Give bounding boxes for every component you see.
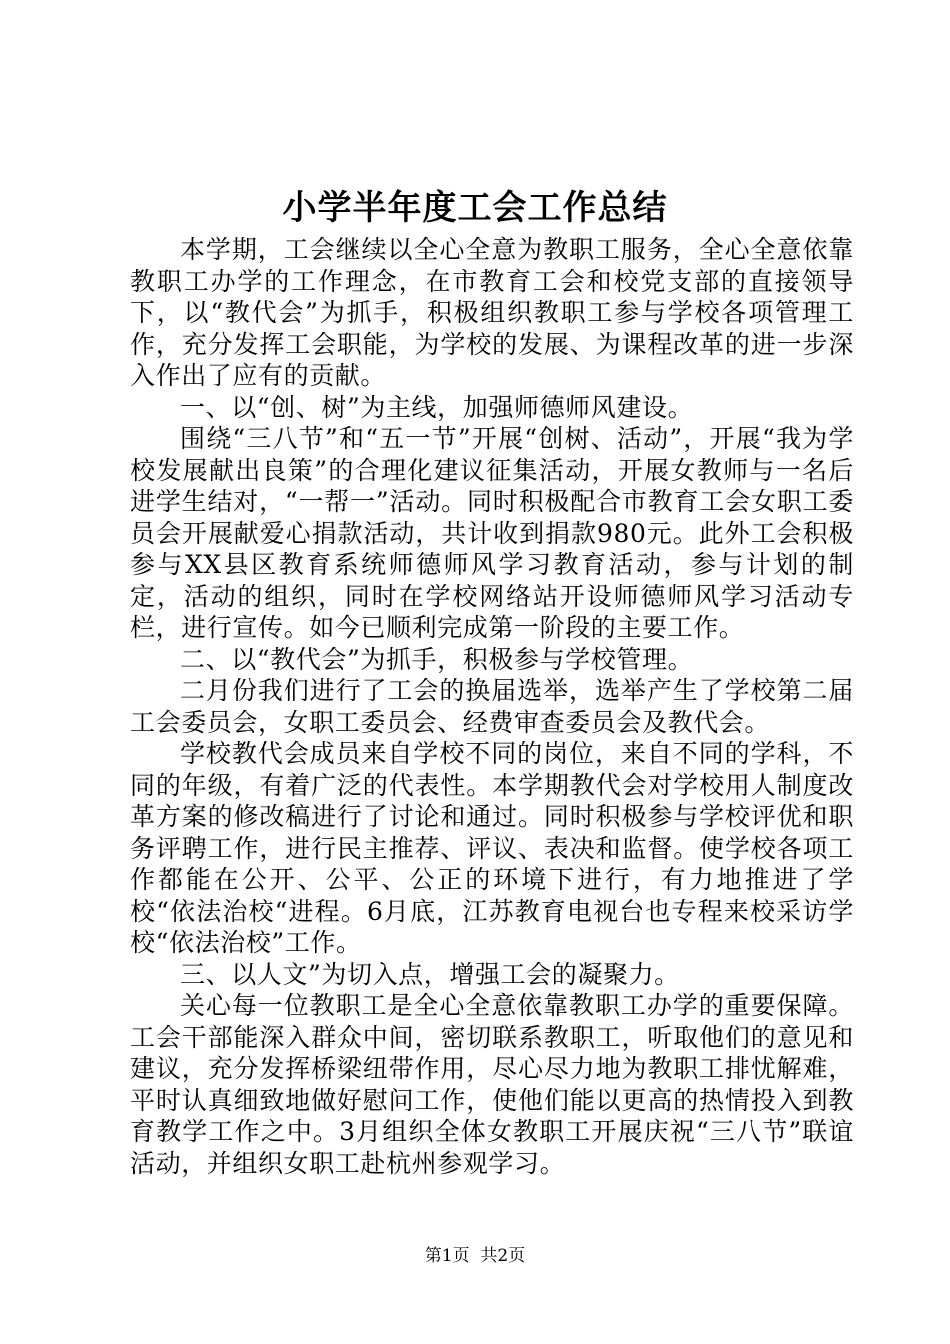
page-number: 第1页 <box>424 1246 470 1266</box>
paragraph-intro: 本学期，工会继续以全心全意为教职工服务，全心全意依靠教职工办学的工作理念，在市教育工会和校党支部的直接领导下，以“教代会”为抓手，积极组织教职工参与学校各项管理工作，充分发挥工会职能，为学校的发展、为课程改革的进一步深入作出了应有的贡献。 <box>130 235 854 390</box>
footer-gap <box>470 1246 481 1266</box>
section-heading-3: 三、以人文”为切入点，增强工会的凝聚力。 <box>180 959 680 989</box>
document-body <box>130 234 854 1179</box>
paragraph-election: 二月份我们进行了工会的换届选举，选举产生了学校第二届工会委员会，女职工委员会、经费审查委员会及教代会。 <box>130 676 854 737</box>
page-total: 共2页 <box>480 1246 526 1266</box>
paragraph-care: 关心每一位教职工是全心全意依靠教职工办学的重要保障。工会干部能深入群众中间，密切联系教职工，听取他们的意见和建议，充分发挥桥梁纽带作用，尽心尽力地为教职工排忧解难，平时认真细致地做好慰问工作，使他们能以更高的热情投入到教育教学工作之中。3月组织全体女教职工开展庆祝“三八节”联谊活动，并组织女职工赴杭州参观学习。 <box>130 991 854 1178</box>
section-heading-1: 一、以“创、树”为主线，加强师德师风建设。 <box>180 392 694 422</box>
document-title: 小学半年度工会工作总结 <box>282 188 668 228</box>
section-heading-2: 二、以“教代会”为抓手，积极参与学校管理。 <box>180 644 694 674</box>
paragraph-section-1: 围绕“三八节”和“五一节”开展“创树、活动”，开展“我为学校发展献出良策”的合理化建议征集活动，开展女教师与一名后进学生结对，“一帮一”活动。同时积极配合市教育工会女职工委员会开展献爱心捐款活动，共计收到捐款980元。此外工会积极参与XX县区教育系统师德师风学习教育活动，参与计划的制定，活动的组织，同时在学校网络站开设师德师风学习活动专栏，进行宣传。如今已顺利完成第一阶段的主要工作。 <box>130 424 854 642</box>
paragraph-congress: 学校教代会成员来自学校不同的岗位，来自不同的学科，不同的年级，有着广泛的代表性。本学期教代会对学校用人制度改革方案的修改稿进行了讨论和通过。同时积极参与学校评优和职务评聘工作，进行民主推荐、评议、表决和监督。使学校各项工作都能在公开、公平、公正的环境下进行，有力地推进了学校“依法治校“进程。6月底，江苏教育电视台也专程来校采访学校“依法治校”工作。 <box>130 739 854 957</box>
page-footer <box>0 1244 950 1268</box>
